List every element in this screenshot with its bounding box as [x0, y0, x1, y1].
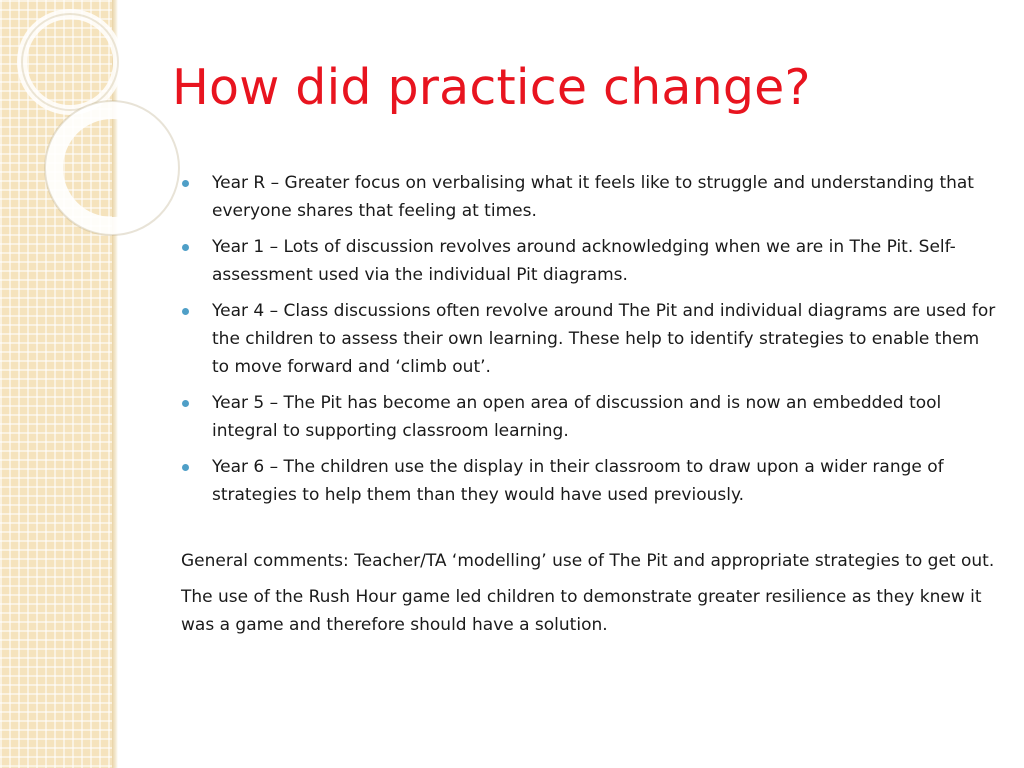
- bullet-dot-icon: [182, 400, 189, 407]
- bullet-item: [181, 233, 996, 289]
- bullet-dot-icon: [182, 244, 189, 251]
- rush-hour-paragraph: The use of the Rush Hour game led children to demonstrate greater resilience as they knew it was a game and therefore should have a solution.: [181, 587, 982, 635]
- bullet-text: Year 6 – The children use the display in their classroom to draw upon a wider range of strategies to help them than they would have used previously.: [212, 457, 944, 505]
- bullet-item: [181, 297, 996, 381]
- slide-body: [181, 169, 996, 647]
- bullet-text: Year 1 – Lots of discussion revolves around acknowledging when we are in The Pit. Self-assessment used via the individual Pit diagrams.: [212, 237, 956, 285]
- decorative-rings: [0, 0, 200, 260]
- bullet-text: Year 4 – Class discussions often revolve around The Pit and individual diagrams are used for the children to assess their own learning. These help to identify strategies to enable them to move forward and ‘climb out’.: [212, 301, 996, 377]
- bullet-dot-icon: [182, 308, 189, 315]
- slide-title: How did practice change?: [172, 59, 811, 116]
- bullet-item: [181, 389, 996, 445]
- general-comments-paragraph: General comments: Teacher/TA ‘modelling’ use of The Pit and appropriate strategies to get out.: [181, 551, 995, 571]
- bullet-item: [181, 169, 996, 225]
- bullet-text: Year 5 – The Pit has become an open area of discussion and is now an embedded tool integral to supporting classroom learning.: [212, 393, 942, 441]
- bullet-list: [181, 169, 996, 509]
- bullet-dot-icon: [182, 464, 189, 471]
- bullet-text: Year R – Greater focus on verbalising what it feels like to struggle and understanding that everyone shares that feeling at times.: [212, 173, 974, 221]
- bullet-dot-icon: [182, 180, 189, 187]
- bullet-item: [181, 453, 996, 509]
